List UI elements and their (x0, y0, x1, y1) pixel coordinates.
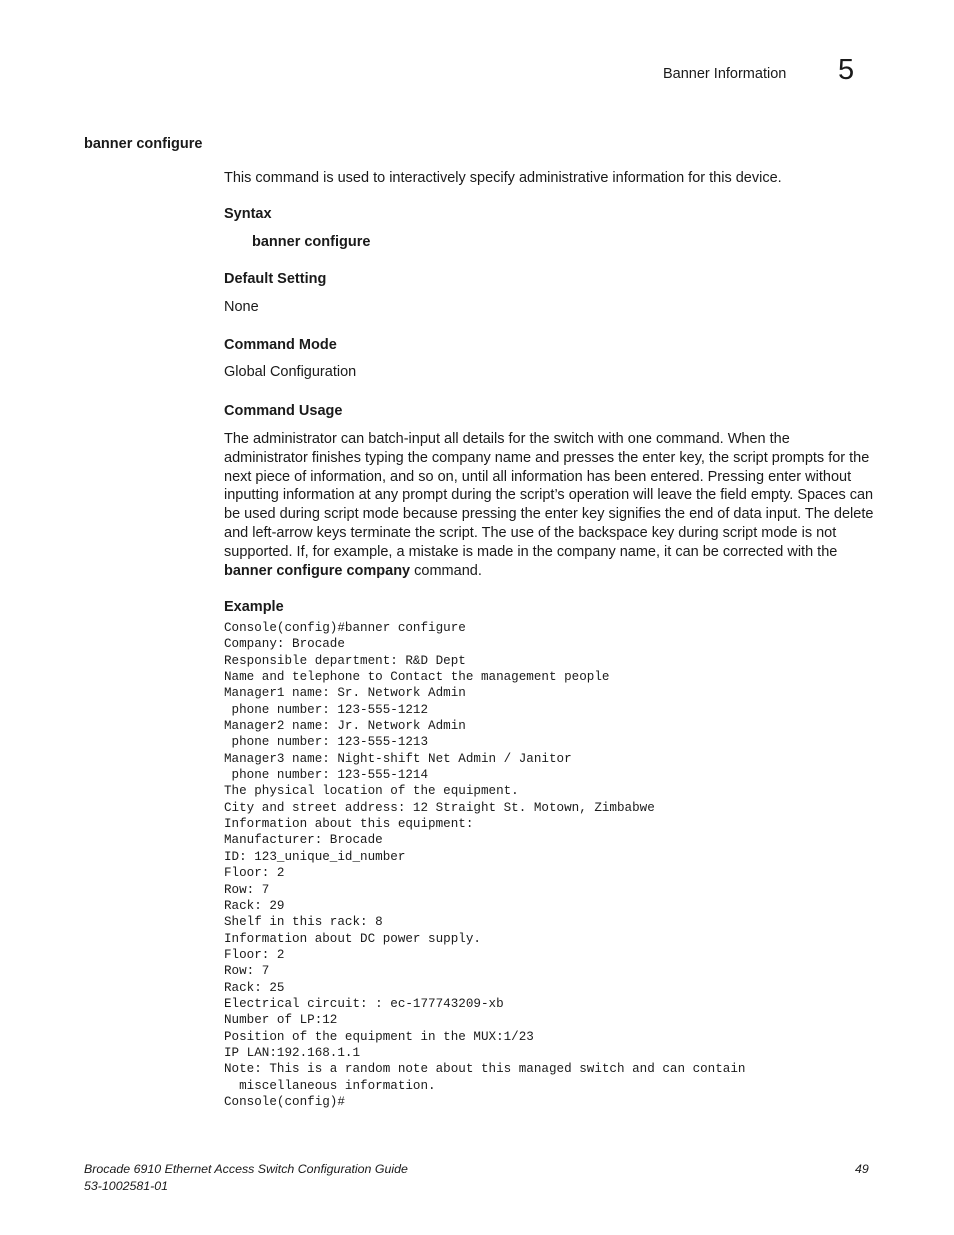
footer-guide-title: Brocade 6910 Ethernet Access Switch Configuration Guide (84, 1162, 408, 1176)
usage-text (224, 430, 874, 580)
code-line: Manufacturer: Brocade (224, 833, 383, 848)
code-line: Floor: 2 (224, 947, 285, 962)
code-line: phone number: 123-555-1212 (224, 702, 429, 717)
code-line: Manager1 name: Sr. Network Admin (224, 686, 466, 701)
running-header-section-title: Banner Information (663, 66, 787, 82)
code-line: Manager3 name: Night-shift Net Admin / Janitor (224, 751, 572, 766)
code-line: City and street address: 12 Straight St. Motown, Zimbabwe (224, 800, 655, 815)
code-line: Information about DC power supply. (224, 931, 481, 946)
syntax-command: banner configure (252, 234, 371, 250)
code-line: The physical location of the equipment. (224, 784, 519, 799)
default-setting-heading: Default Setting (224, 271, 327, 287)
command-mode-value: Global Configuration (224, 364, 357, 380)
code-line: ID: 123_unique_id_number (224, 849, 406, 864)
code-line: Responsible department: R&D Dept (224, 653, 466, 668)
code-line: Row: 7 (224, 964, 270, 979)
footer-doc-number: 53-1002581-01 (84, 1179, 169, 1193)
command-description (224, 169, 874, 188)
code-line: Position of the equipment in the MUX:1/23 (224, 1029, 534, 1044)
footer-page-number: 49 (855, 1162, 869, 1176)
code-line: IP LAN:192.168.1.1 (224, 1045, 361, 1060)
code-line: Manager2 name: Jr. Network Admin (224, 719, 466, 734)
code-line: miscellaneous information. (224, 1078, 436, 1093)
code-line: Rack: 29 (224, 898, 285, 913)
code-line: phone number: 123-555-1213 (224, 735, 429, 750)
code-line: phone number: 123-555-1214 (224, 768, 429, 783)
code-line: Shelf in this rack: 8 (224, 915, 383, 930)
example-code-block (224, 620, 745, 1110)
code-line: Console(config)#banner configure (224, 621, 466, 635)
example-heading: Example (224, 599, 284, 615)
code-line: Floor: 2 (224, 866, 285, 881)
default-setting-value: None (224, 299, 259, 315)
chapter-number: 5 (838, 54, 855, 86)
usage-text-before: The administrator can batch-input all details for the switch with one command. When the administrator finishes typing the company name and presses the enter key, the script prompts for the next piece of information, and so on, until all information has been entered. Pressing enter without inputting information at any prompt during the script’s operation will leave the field empty. Spaces can be used during script mode because pressing the enter key signifies the end of data input. The delete and left-arrow keys terminate the script. The use of the backspace key during script mode is not supported. If, for example, a mistake is made in the company name, it can be corrected with the (224, 431, 874, 560)
command-mode-heading: Command Mode (224, 337, 337, 353)
code-line: Information about this equipment: (224, 817, 474, 832)
code-line: Number of LP:12 (224, 1013, 338, 1028)
command-usage-heading: Command Usage (224, 403, 343, 419)
command-title: banner configure (84, 136, 203, 152)
code-line: Company: Brocade (224, 637, 345, 652)
code-line: Name and telephone to Contact the management people (224, 670, 610, 685)
syntax-heading: Syntax (224, 206, 272, 222)
usage-bold-command: banner configure company (224, 562, 411, 579)
usage-text-after: command. (410, 562, 482, 579)
code-line: Console(config)# (224, 1094, 345, 1109)
code-line: Rack: 25 (224, 980, 285, 995)
code-line: Row: 7 (224, 882, 270, 897)
command-usage-paragraph (224, 430, 874, 580)
code-line: Note: This is a random note about this managed switch and can contain (224, 1062, 746, 1077)
description-text: This command is used to interactively specify administrative information for this device. (224, 170, 782, 186)
code-line: Electrical circuit: : ec-177743209-xb (224, 996, 504, 1011)
